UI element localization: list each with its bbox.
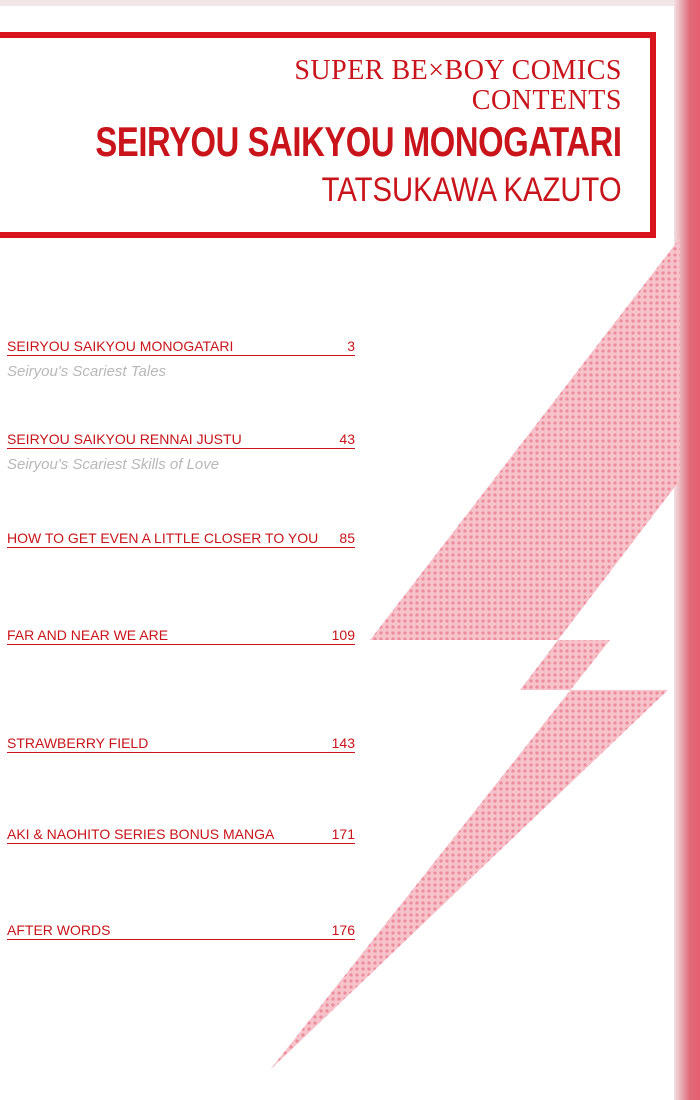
toc-entry[interactable] — [7, 338, 355, 382]
header-text — [0, 56, 622, 210]
toc-entry-page: 43 — [339, 431, 355, 447]
toc-entry[interactable] — [7, 826, 355, 844]
toc-entry-page: 171 — [331, 826, 355, 842]
toc-entry-page: 143 — [331, 735, 355, 751]
toc-entry-title: FAR AND NEAR WE ARE — [7, 627, 169, 643]
toc-entry-title: STRAWBERRY FIELD — [7, 735, 149, 751]
toc-entry-page: 109 — [331, 627, 355, 643]
toc-entry-page: 176 — [331, 922, 355, 938]
toc-entry-title: SEIRYOU SAIKYOU RENNAI JUSTU — [7, 431, 242, 447]
toc-entry-title: HOW TO GET EVEN A LITTLE CLOSER TO YOU — [7, 530, 319, 546]
toc-entry[interactable] — [7, 627, 355, 645]
series-name: SUPER BE×BOY COMICS — [294, 55, 622, 86]
toc-entry-title: AFTER WORDS — [7, 922, 111, 938]
header-box — [0, 32, 656, 238]
toc-entry-subtitle: Seiryou's Scariest Skills of Love — [7, 456, 220, 473]
toc-entry-title: SEIRYOU SAIKYOU MONOGATARI — [7, 338, 234, 354]
author-name: TATSUKAWA KAZUTO — [321, 171, 622, 209]
toc-entry[interactable] — [7, 922, 355, 940]
toc-entry[interactable] — [7, 431, 355, 475]
toc-entry-page: 3 — [347, 338, 355, 354]
book-title: SEIRYOU SAIKYOU MONOGATARI — [95, 118, 622, 165]
contents-heading: CONTENTS — [471, 85, 622, 116]
toc-entry[interactable] — [7, 530, 355, 548]
toc-entry-subtitle: Seiryou's Scariest Tales — [7, 363, 167, 380]
toc-entry-page: 85 — [339, 530, 355, 546]
toc-entry-title: AKI & NAOHITO SERIES BONUS MANGA — [7, 826, 275, 842]
toc-entry[interactable] — [7, 735, 355, 753]
